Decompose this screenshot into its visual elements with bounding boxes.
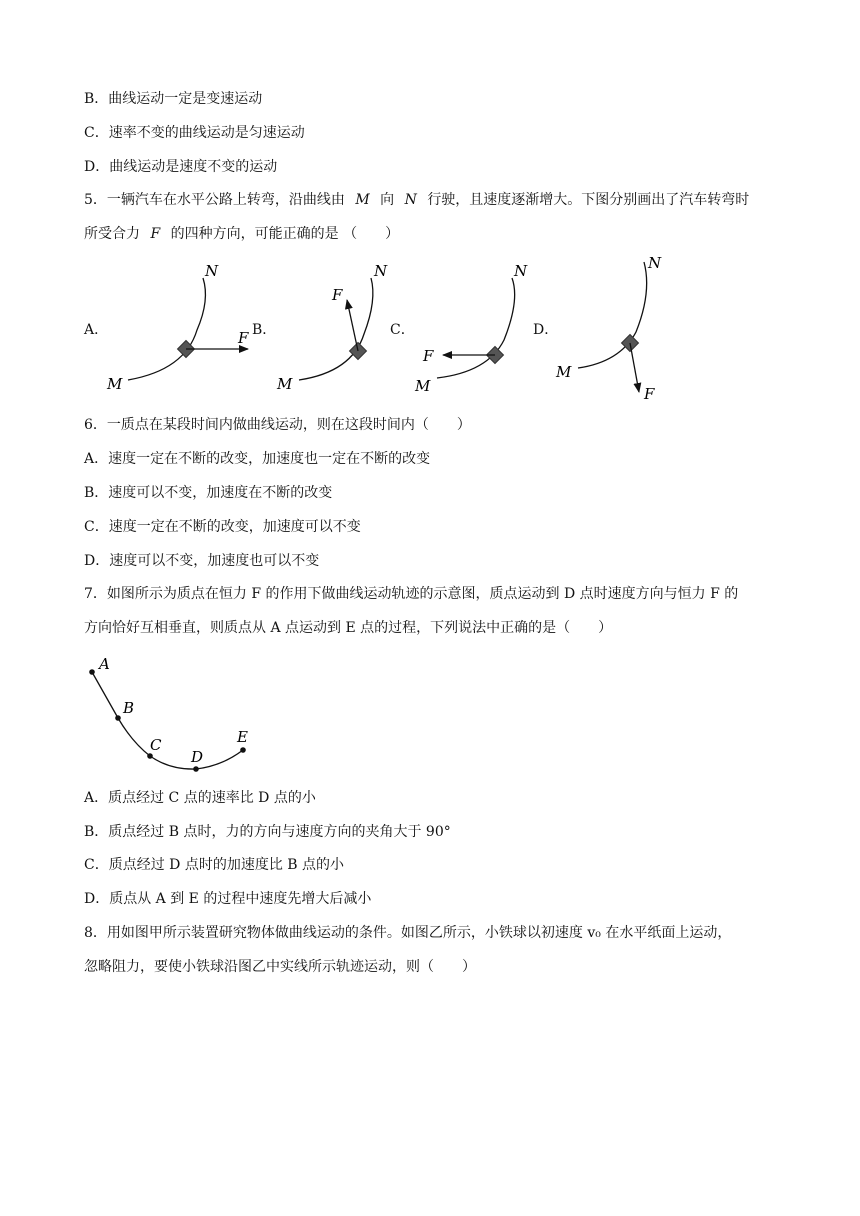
force-arrow — [347, 300, 358, 351]
force-f-label: F — [423, 347, 434, 365]
q5-option-c-label: C． — [390, 322, 415, 338]
trajectory-curve — [92, 672, 243, 769]
point-c-label: C — [150, 736, 162, 754]
q5-figures — [0, 250, 860, 410]
q4-option-c: C．速率不变的曲线运动是匀速运动 — [84, 125, 305, 141]
point-n-label: N — [514, 262, 528, 280]
force-f-label: F — [238, 329, 249, 347]
q7-option-d: D．质点从 A 到 E 的过程中速度先增大后减小 — [84, 891, 372, 907]
q7-option-b: B．质点经过 B 点时，力的方向与速度方向的夹角大于 90° — [84, 824, 451, 840]
q6-option-c: C．速度一定在不断的改变，加速度可以不变 — [84, 519, 361, 535]
point-d-label: D — [191, 748, 204, 766]
q5-stem-text-d: 所受合力 — [84, 226, 140, 242]
q5-var-f: F — [150, 226, 161, 242]
point-b-dot — [115, 715, 121, 721]
q5-figure-d — [555, 254, 662, 403]
point-a-label: A — [99, 655, 110, 673]
point-e-dot — [240, 747, 246, 753]
point-e-label: E — [237, 728, 248, 746]
q5-stem-line1 — [84, 190, 749, 210]
q5-stem-text-e: 的四种方向，可能正确的是 （ ） — [170, 226, 400, 242]
point-n-label: N — [648, 254, 662, 272]
point-n-label: N — [374, 262, 388, 280]
q5-var-m: M — [355, 192, 370, 208]
q5-option-b-label: B． — [252, 322, 277, 338]
point-m-label: M — [415, 377, 431, 395]
point-c-dot — [147, 753, 153, 759]
trajectory-curve — [128, 278, 205, 380]
force-arrow — [630, 343, 639, 392]
q7-option-a: A．质点经过 C 点的速率比 D 点的小 — [84, 790, 316, 806]
q6-option-b: B．速度可以不变，加速度在不断的改变 — [84, 485, 333, 501]
point-n-label: N — [205, 262, 219, 280]
q5-option-a-label: A． — [84, 322, 109, 338]
force-f-label: F — [332, 286, 343, 304]
q5-var-n: N — [404, 192, 417, 208]
q5-stem-text-b: 向 — [380, 192, 395, 208]
trajectory-curve — [437, 278, 515, 378]
q5-stem-text-c: 行驶，且速度逐渐增大。下图分别画出了汽车转弯时 — [427, 192, 750, 208]
point-b-label: B — [123, 699, 135, 717]
point-d-dot — [193, 766, 199, 772]
point-m-label: M — [277, 375, 293, 393]
q5-option-d-label: D． — [533, 322, 559, 338]
q4-option-d: D．曲线运动是速度不变的运动 — [84, 159, 278, 175]
q7-option-c: C．质点经过 D 点时的加速度比 B 点的小 — [84, 857, 345, 873]
q6-option-a: A．速度一定在不断的改变，加速度也一定在不断的改变 — [84, 451, 431, 467]
q6-option-d: D．速度可以不变，加速度也可以不变 — [84, 553, 320, 569]
q8-stem-line1: 8．用如图甲所示装置研究物体做曲线运动的条件。如图乙所示，小铁球以初速度 v₀ 在水平纸面上运动， — [84, 925, 732, 941]
q6-stem: 6．一质点在某段时间内做曲线运动，则在这段时间内（ ） — [84, 417, 471, 433]
q8-stem-line2: 忽略阻力，要使小铁球沿图乙中实线所示轨迹运动，则（ ） — [84, 959, 476, 975]
point-a-dot — [89, 669, 95, 675]
point-m-label: M — [556, 363, 572, 381]
q5-figure-b — [276, 262, 388, 393]
force-f-label: F — [644, 385, 655, 403]
q5-figure-c — [414, 262, 528, 395]
q5-figure-a — [106, 262, 249, 393]
trajectory-curve — [578, 262, 647, 368]
q4-option-b: B．曲线运动一定是变速运动 — [84, 91, 263, 107]
q7-stem-line2: 方向恰好互相垂直，则质点从 A 点运动到 E 点的过程，下列说法中正确的是（ ） — [84, 620, 613, 636]
point-m-label: M — [107, 375, 123, 393]
q5-stem-text-a: 5．一辆汽车在水平公路上转弯，沿曲线由 — [84, 192, 345, 208]
q7-trajectory-figure — [70, 650, 270, 780]
q5-stem-line2 — [84, 224, 399, 244]
q7-stem-line1: 7．如图所示为质点在恒力 F 的作用下做曲线运动轨迹的示意图，质点运动到 D 点时速度方向与恒力 F 的 — [84, 586, 739, 602]
